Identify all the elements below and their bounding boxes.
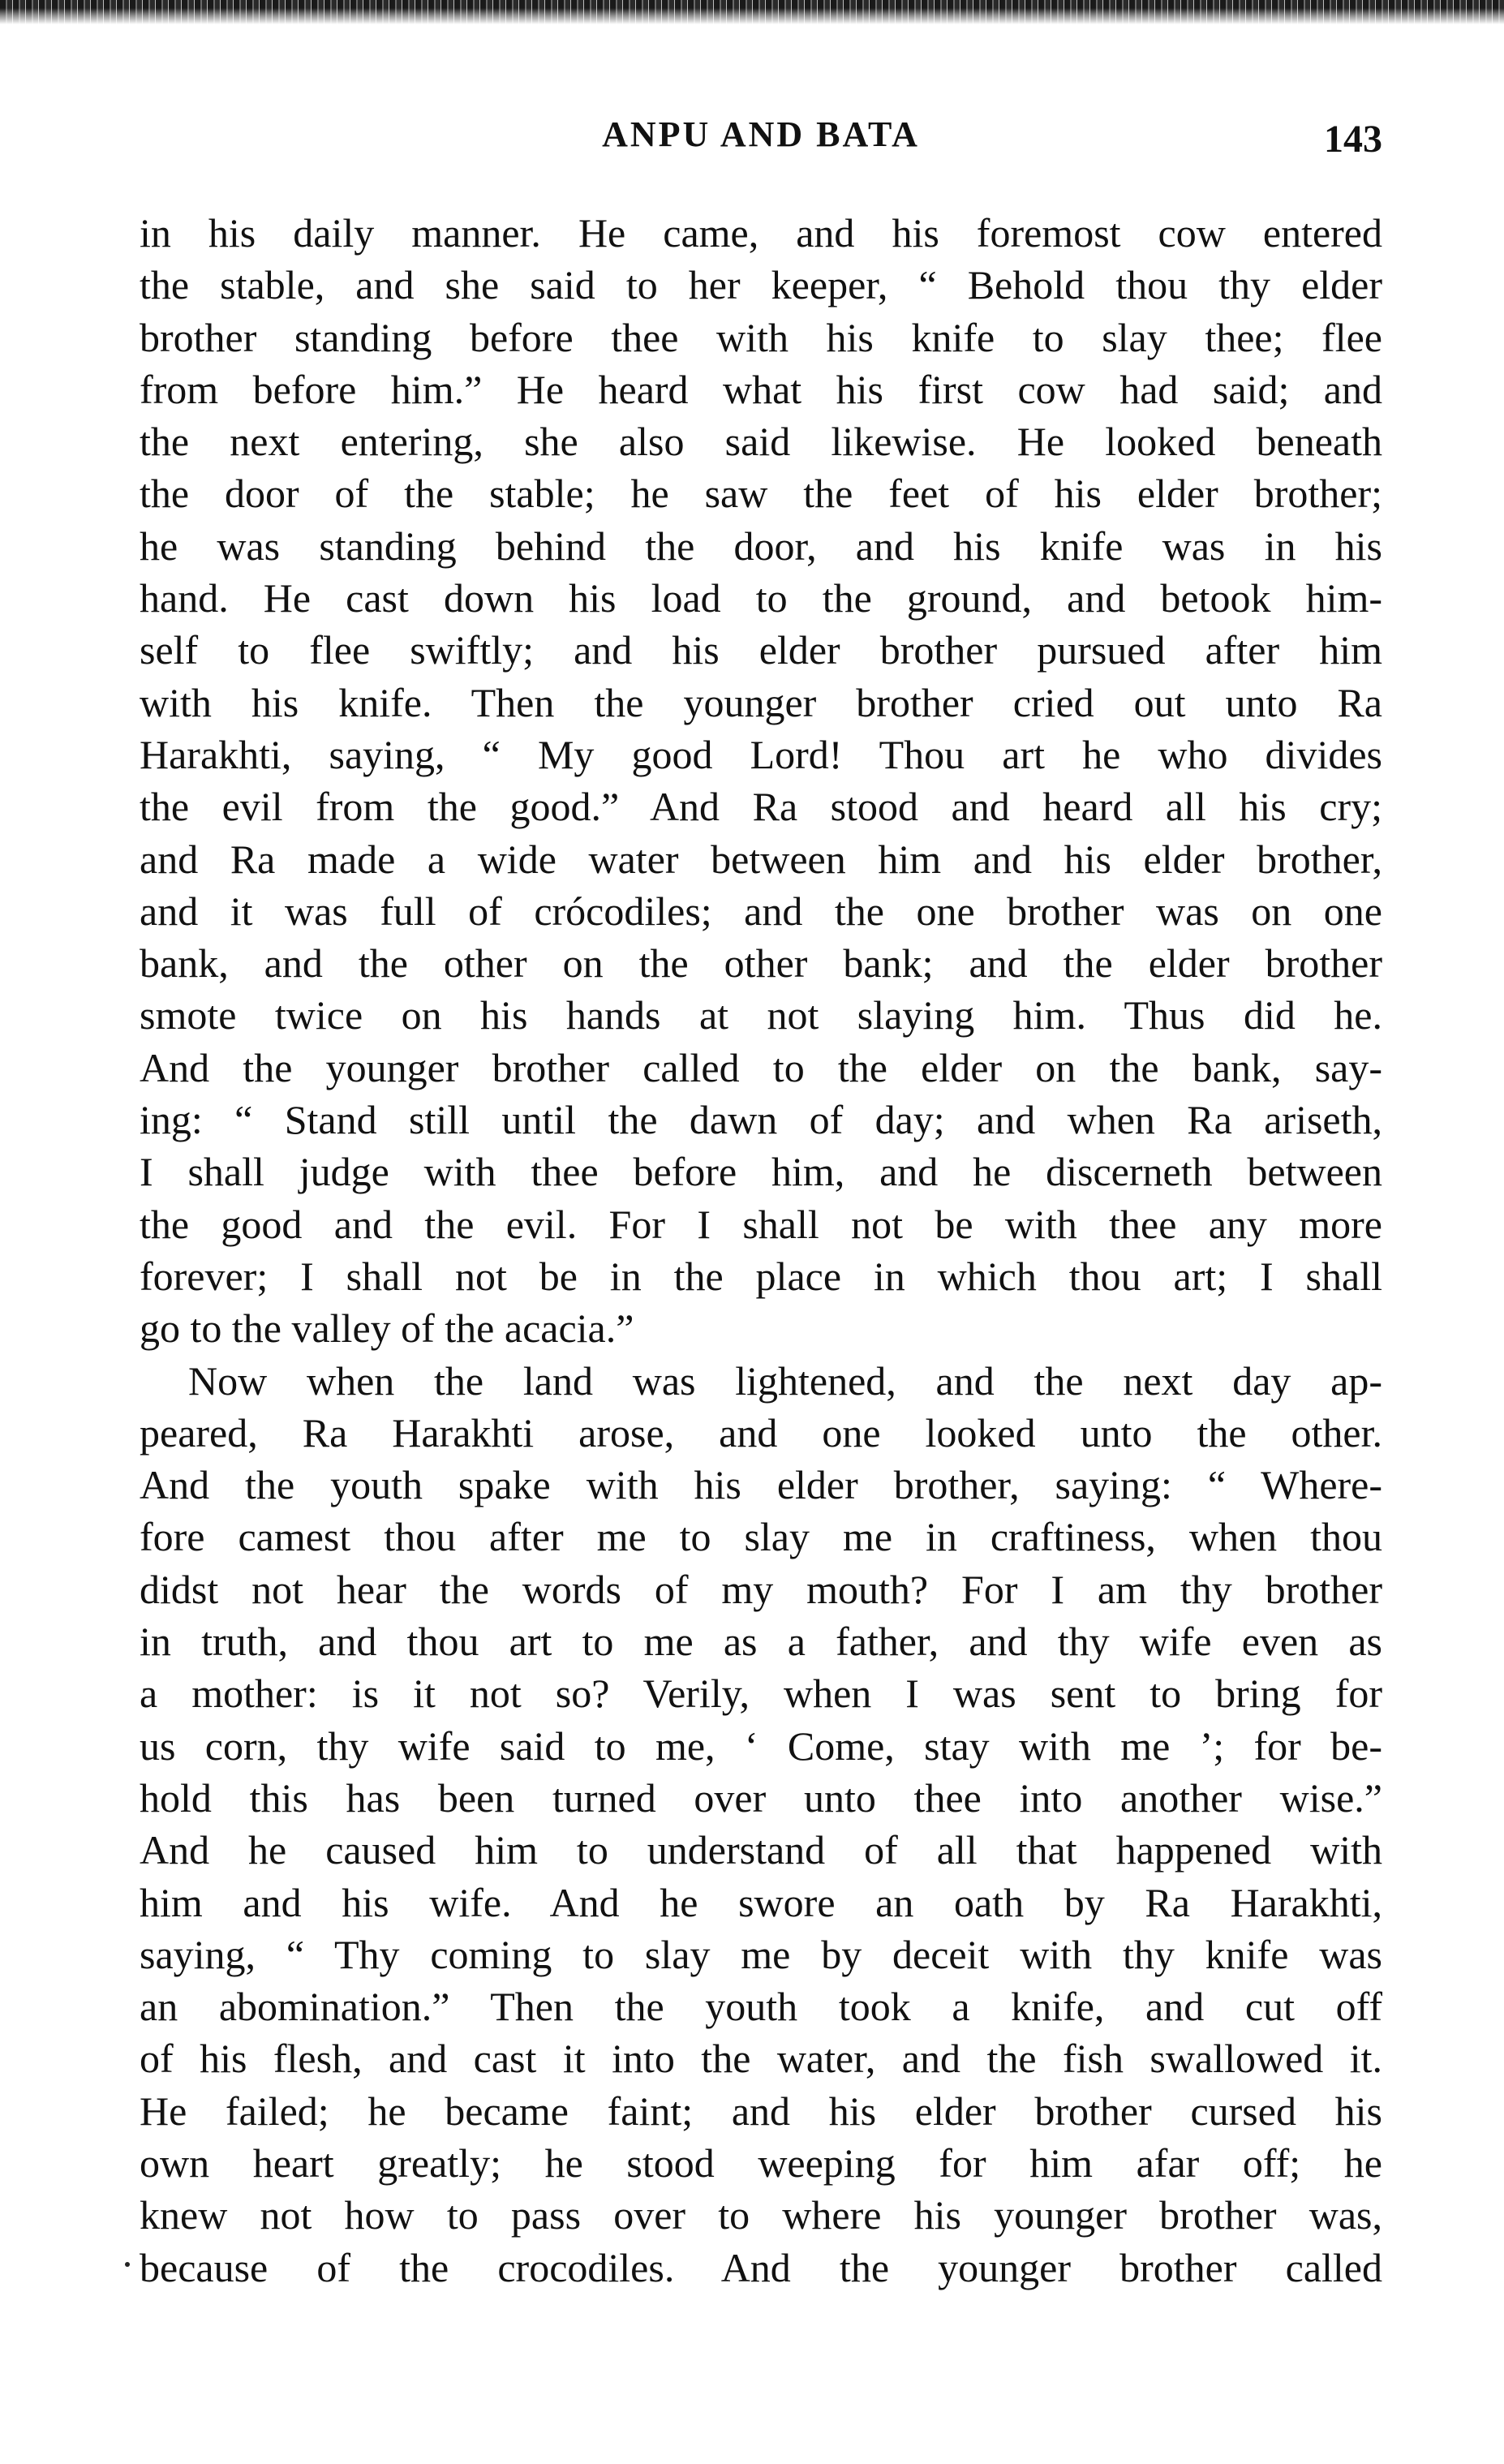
text-line: And he caused him to understand of all that happened with [140,1827,1382,1873]
margin-mark [125,2262,130,2267]
text-line: and it was full of crócodiles; and the one brother was on one [140,888,1382,934]
scan-edge-artifact [0,0,1504,24]
text-line: an abomination.” Then the youth took a knife, and cut off [140,1984,1382,2030]
text-line: the stable, and she said to her keeper, “ Behold thou thy elder [140,262,1382,308]
text-line: the good and the evil. For I shall not be with thee any more [140,1201,1382,1247]
text-line: hand. He cast down his load to the ground, and betook him- [140,575,1382,621]
text-line: smote twice on his hands at not slaying him. Thus did he. [140,992,1382,1038]
text-line: own heart greatly; he stood weeping for him afar off; he [140,2139,1382,2186]
text-line: with his knife. Then the younger brother cried out unto Ra [140,679,1382,725]
running-head [140,114,1382,162]
text-line: forever; I shall not be in the place in which thou art; I shall [140,1253,1382,1299]
text-line: he was standing behind the door, and his knife was in his [140,522,1382,569]
text-line: brother standing before thee with his knife to slay thee; flee [140,314,1382,360]
paragraph-start-line: Now when the land was lightened, and the next day ap- [188,1357,1382,1404]
paragraph-end-line: go to the valley of the acacia.” [140,1305,634,1352]
text-line: ing: “ Stand still until the dawn of day; and when Ra ariseth, [140,1097,1382,1143]
text-line: the evil from the good.” And Ra stood and heard all his cry; [140,784,1382,830]
text-line: because of the crocodiles. And the younger brother called [140,2244,1382,2290]
text-line: from before him.” He heard what his first cow had said; and [140,366,1382,412]
text-line: saying, “ Thy coming to slay me by deceit with thy knife was [140,1931,1382,1977]
text-line: a mother: is it not so? Verily, when I was sent to bring for [140,1671,1382,1717]
text-line: peared, Ra Harakhti arose, and one looked unto the other. [140,1409,1382,1456]
text-line: the door of the stable; he saw the feet of his elder brother; [140,471,1382,517]
page-number: 143 [1324,118,1382,161]
body-text [140,207,1382,2294]
text-line: I shall judge with thee before him, and he discerneth between [140,1149,1382,1195]
text-line: Harakhti, saying, “ My good Lord! Thou art he who divides [140,731,1382,777]
text-line: of his flesh, and cast it into the water, and the fish swallowed it. [140,2036,1382,2082]
text-line: He failed; he became faint; and his elder brother cursed his [140,2088,1382,2134]
text-line: fore camest thou after me to slay me in craftiness, when thou [140,1514,1382,1560]
text-line: didst not hear the words of my mouth? For I am thy brother [140,1566,1382,1612]
text-line: in his daily manner. He came, and his foremost cow entered [140,210,1382,256]
text-line: self to flee swiftly; and his elder brother pursued after him [140,627,1382,673]
text-line: the next entering, she also said likewise. He looked beneath [140,419,1382,465]
text-line: knew not how to pass over to where his younger brother was, [140,2192,1382,2238]
text-line: and Ra made a wide water between him and his elder brother, [140,836,1382,882]
text-line: And the younger brother called to the elder on the bank, say- [140,1044,1382,1090]
text-line: in truth, and thou art to me as a father, and thy wife even as [140,1619,1382,1665]
running-head-title: ANPU AND BATA [602,114,920,154]
text-line: bank, and the other on the other bank; and the elder brother [140,940,1382,987]
text-line: hold this has been turned over unto thee into another wise.” [140,1774,1382,1821]
text-line: him and his wife. And he swore an oath by Ra Harakhti, [140,1879,1382,1925]
text-line: And the youth spake with his elder brother, saying: “ Where- [140,1462,1382,1508]
text-line: us corn, thy wife said to me, ‘ Come, stay with me ’; for be- [140,1722,1382,1769]
